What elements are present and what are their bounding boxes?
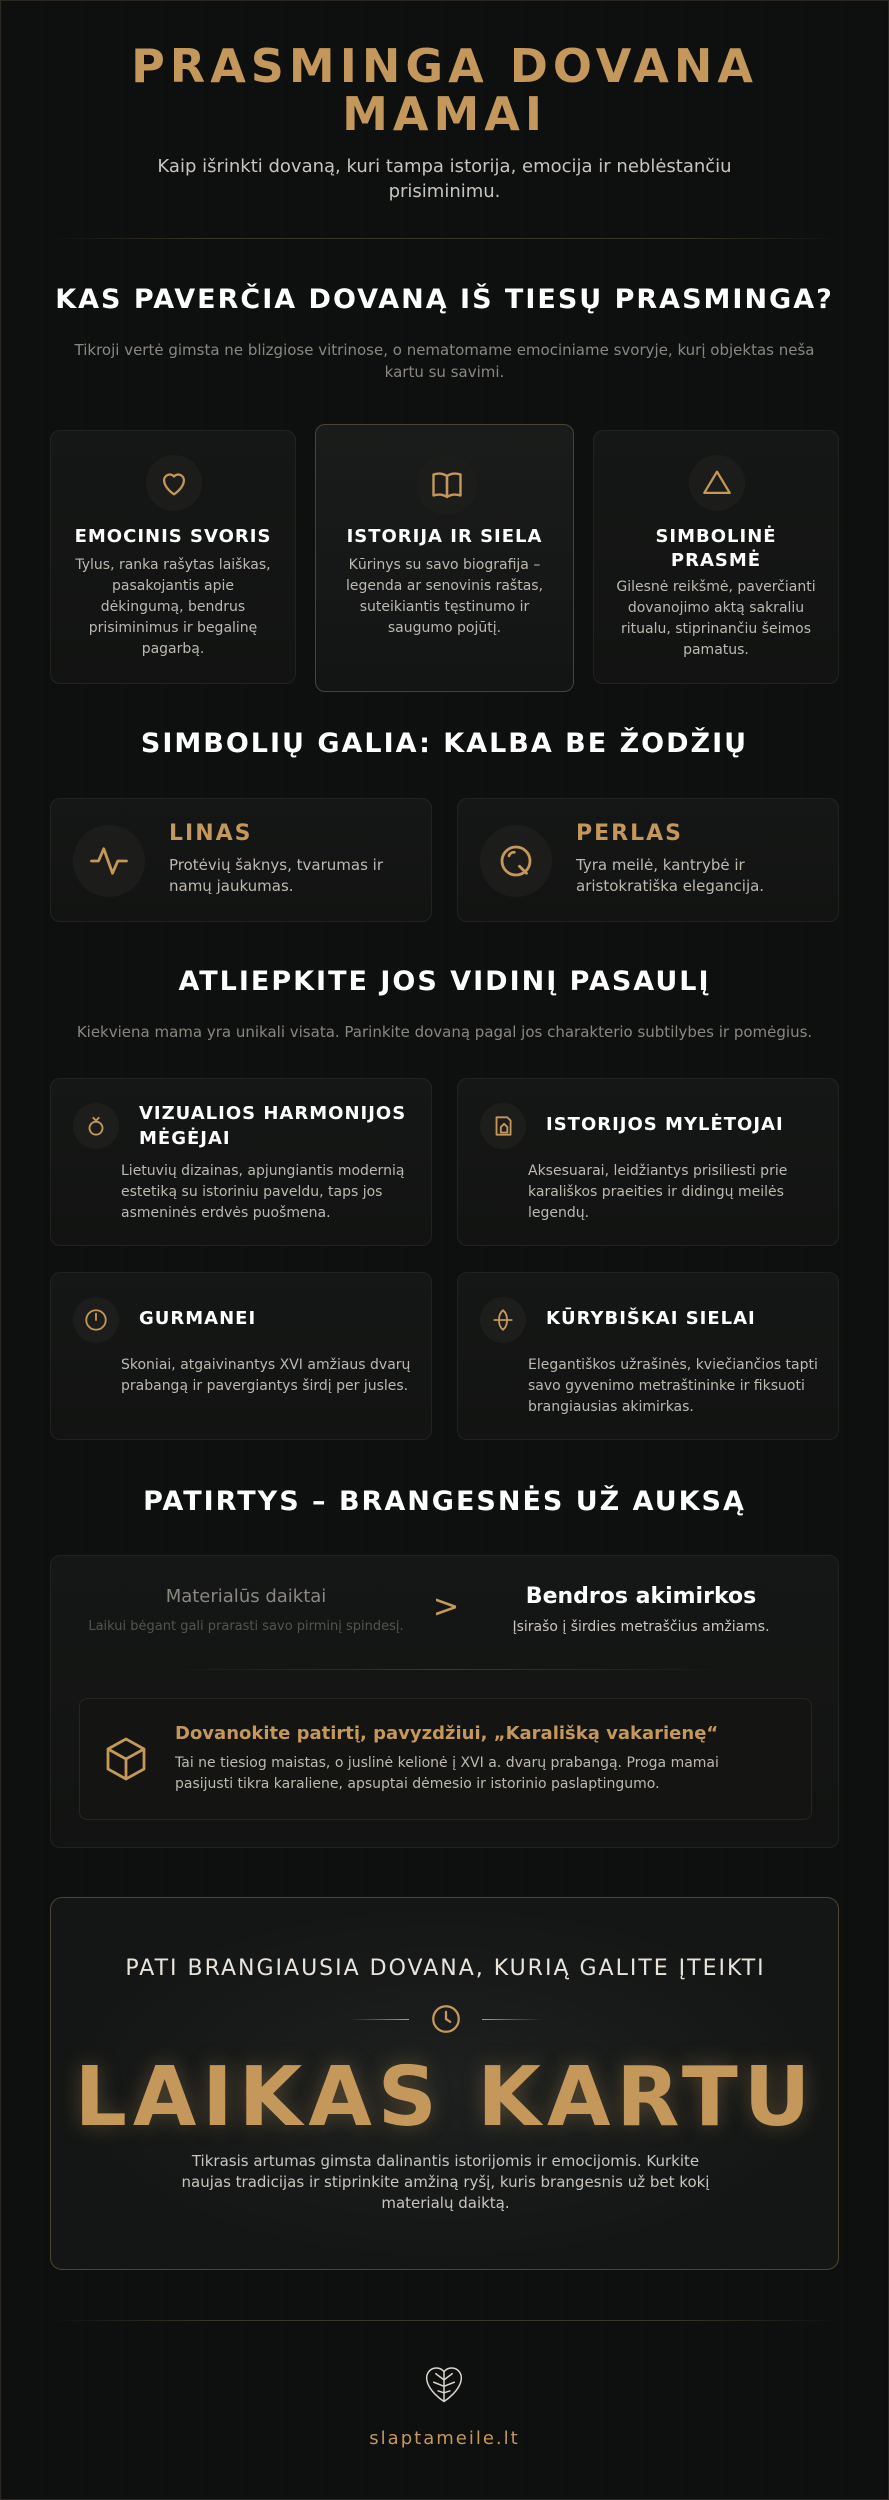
ring-icon (73, 1103, 119, 1149)
symbol-card-pearl (457, 798, 839, 922)
card-title: EMOCINIS SVORIS (74, 526, 272, 547)
tip-title: Dovanokite patirtį, pavyzdžiui, „Karališką vakarienę“ (175, 1723, 719, 1744)
value-card-emotional (50, 430, 296, 684)
footer-site-link[interactable]: slaptameile.lt (369, 2428, 520, 2449)
comparison-sign: > (432, 1587, 460, 1625)
symbol-text: Tyra meilė, kantrybė ir aristokratiška elegancija. (576, 856, 765, 895)
scroll-icon (480, 1103, 526, 1149)
symbol-name: PERLAS (576, 821, 683, 846)
finale-kicker: PATI BRANGIAUSIA DOVANA, KURIĄ GALITE ĮTEIKTI (125, 1956, 766, 1981)
clock-icon (73, 1297, 119, 1343)
symbols-title: SIMBOLIŲ GALIA: KALBA BE ŽODŽIŲ (140, 728, 749, 759)
divider (161, 1669, 731, 1670)
card-title (594, 525, 838, 573)
book-icon (417, 455, 477, 515)
experiences-card (50, 1555, 839, 1848)
meaning-title: KAS PAVERČIA DOVANĄ IŠ TIESŲ PRASMINGA? (55, 284, 834, 315)
persona-card-visual (50, 1078, 432, 1246)
heart-leaf-logo (418, 2356, 470, 2412)
symbol-card-linen (50, 798, 432, 922)
page-subtitle: Kaip išrinkti dovaną, kuri tampa istorija, emocija ir neblėstančiu prisiminimu. (157, 156, 732, 202)
card-text: Kūrinys su savo biografija – legenda ar senovinis raštas, suteikiantis tęstinumo ir saugumo pojūtį. (345, 557, 544, 636)
triangle-icon (689, 455, 745, 511)
card-title: ISTORIJA IR SIELA (346, 526, 543, 547)
finale-text: Tikrasis artumas gimsta dalinantis istorijomis ir emocijomis. Kurkite naujas tradicijas ir stiprinkite amžiną ryšį, kuris brangesnis už bet kokį materialų daiktą. (181, 2152, 710, 2212)
persona-text: Skoniai, atgaivinantys XVI amžiaus dvarų prabangą ir pavergiantys širdį per jusles. (121, 1357, 411, 1394)
material-text: Laikui bėgant gali prarasti savo pirminį spindesį. (88, 1619, 404, 1634)
persona-title (139, 1101, 419, 1151)
divider (50, 238, 839, 239)
persona-text: Lietuvių dizainas, apjungiantis modernią estetiką su istoriniu paveldu, taps jos asmeninės erdvės puošmena. (121, 1163, 405, 1221)
finale-headline: LAIKAS KARTU (74, 2050, 817, 2145)
persona-title: ISTORIJOS MYLĖTOJAI (546, 1114, 784, 1135)
title-line-1: PRASMINGA DOVANA (131, 39, 758, 93)
persona-card-creative (457, 1272, 839, 1440)
finale-card (50, 1897, 839, 2270)
pearl-icon (480, 825, 552, 897)
card-title-line-2: PRASMĖ (670, 550, 762, 571)
heart-icon (146, 455, 202, 511)
material-title: Materialūs daiktai (165, 1586, 327, 1607)
meaning-subtitle: Tikroji vertė gimsta ne blizgiose vitrinose, o nematomame emociniame svoryje, kurį objektas neša kartu su savimi. (74, 341, 815, 381)
card-title-line-1: SIMBOLINĖ (655, 526, 777, 547)
clock-icon (429, 2002, 463, 2040)
persona-card-history (457, 1078, 839, 1246)
persona-title: GURMANEI (139, 1308, 257, 1329)
moments-title: Bendros akimirkos (525, 1584, 757, 1609)
ornament-line-right (482, 2019, 542, 2020)
experiences-title: PATIRTYS – BRANGESNĖS UŽ AUKSĄ (143, 1486, 746, 1517)
experience-tip (79, 1698, 812, 1820)
persona-title-line-2: MĖGĖJAI (139, 1128, 231, 1149)
personas-subtitle: Kiekviena mama yra unikali visata. Parinkite dovaną pagal jos charakterio subtilybes ir pomėgius. (76, 1023, 813, 1041)
box-icon (102, 1735, 150, 1787)
divider (50, 2320, 839, 2321)
persona-text: Elegantiškos užrašinės, kviečiančios tapti savo gyvenimo metraštininke ir fiksuoti brangiausias akimirkas. (528, 1357, 818, 1415)
persona-title: KŪRYBIŠKAI SIELAI (546, 1308, 756, 1329)
tip-text: Tai ne tiesiog maistas, o juslinė kelionė į XVI a. dvarų prabangą. Proga mamai pasijusti tikra karaliene, apsuptai dėmesio ir istorinio paslaptingumo. (175, 1755, 719, 1792)
page-title (0, 39, 889, 141)
value-card-history (315, 424, 574, 692)
card-text: Tylus, ranka rašytas laiškas, pasakojantis apie dėkingumą, bendrus prisiminimus ir begalinę pagarbą. (75, 557, 271, 657)
ornament-line-left (349, 2019, 409, 2020)
value-card-symbolic (593, 430, 839, 684)
card-text: Gilesnė reikšmė, paverčianti dovanojimo aktą sakraliu ritualu, stiprinančiu šeimos pamatus. (616, 579, 816, 658)
leaf-icon (480, 1297, 526, 1343)
pulse-icon (73, 825, 145, 897)
title-line-2: MAMAI (342, 87, 547, 141)
persona-text: Aksesuarai, leidžiantys prisiliesti prie karališkos praeities ir didingų meilės legendų. (528, 1163, 788, 1221)
persona-card-gourmet (50, 1272, 432, 1440)
personas-title: ATLIEPKITE JOS VIDINĮ PASAULĮ (178, 966, 711, 997)
symbol-text: Protėvių šaknys, tvarumas ir namų jaukumas. (169, 856, 383, 895)
symbol-name: LINAS (169, 821, 253, 846)
persona-title-line-1: VIZUALIOS HARMONIJOS (139, 1103, 407, 1124)
moments-text: Įsirašo į širdies metraščius amžiams. (512, 1619, 770, 1635)
